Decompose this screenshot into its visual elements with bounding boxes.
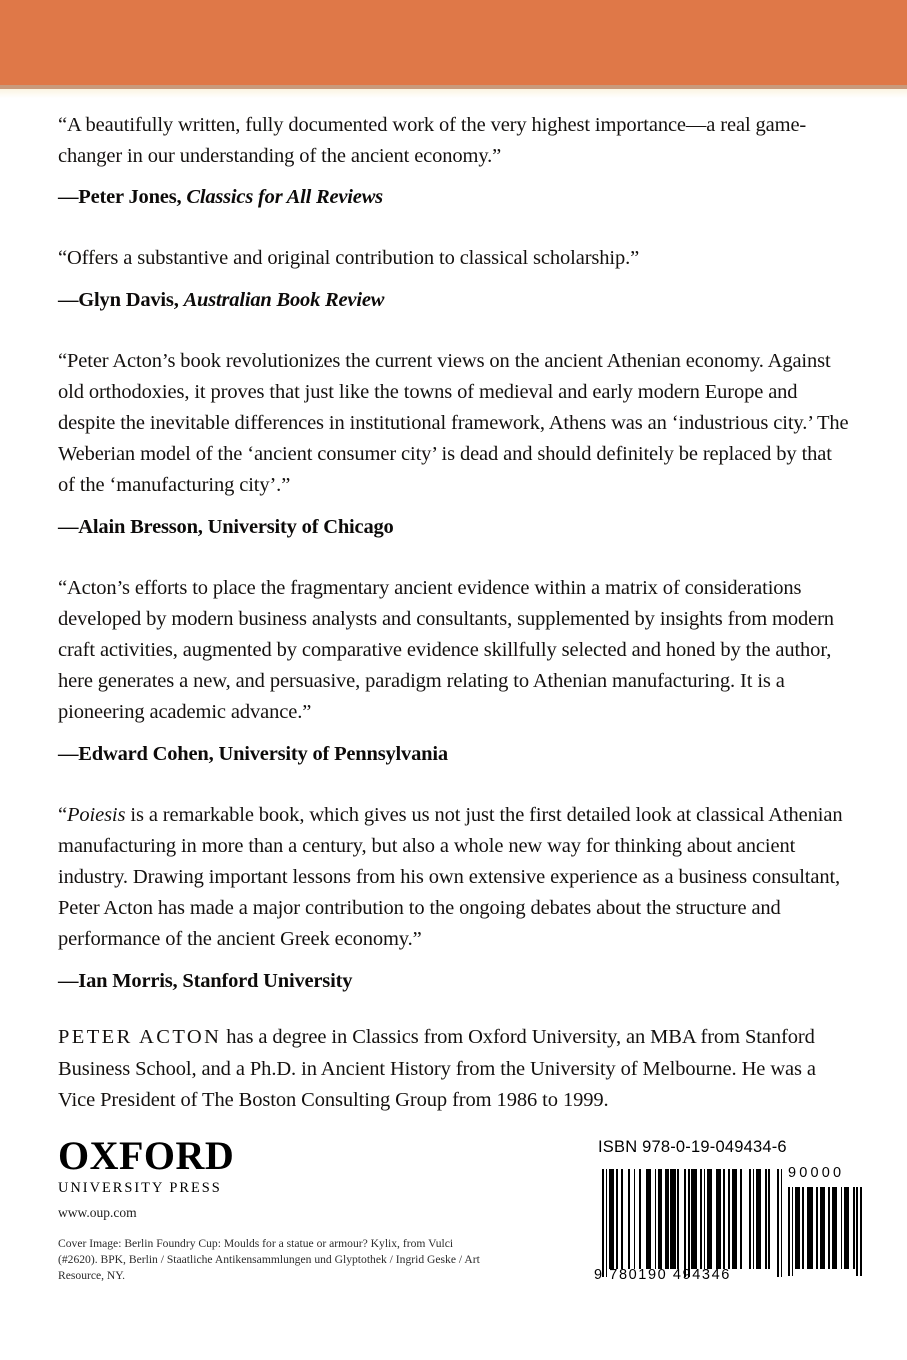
- spacer: [58, 551, 850, 573]
- quote-open-mark: “: [58, 803, 67, 826]
- isbn-barcode-block: [594, 1138, 860, 1291]
- top-orange-band: [0, 0, 907, 85]
- blurb-quote: [58, 800, 850, 956]
- blurb-quote: “A beautifully written, fully documented work of the very highest importance—a real game-changer in our understanding of the ancient economy.”: [58, 114, 807, 168]
- barcode-addon-digits: 90000: [788, 1165, 845, 1181]
- blurb-3: [58, 346, 850, 543]
- blurb-quote: “Offers a substantive and original contribution to classical scholarship.”: [58, 247, 640, 270]
- attribution-name: —Peter Jones,: [58, 186, 182, 209]
- barcode-bars: [602, 1169, 774, 1269]
- ean13-barcode: [602, 1169, 774, 1269]
- back-cover-blurbs: [58, 110, 850, 1005]
- blurb-4: [58, 573, 850, 770]
- oxford-logo: OXFORD: [58, 1133, 235, 1178]
- publisher-website[interactable]: www.oup.com: [58, 1205, 137, 1220]
- blurb-attribution: [58, 285, 850, 316]
- spacer: [58, 324, 850, 346]
- author-bio: [58, 1022, 853, 1117]
- isbn-label: ISBN 978-0-19-049434-6: [598, 1138, 787, 1156]
- blurb-attribution: [58, 182, 850, 213]
- author-bio-text: has a degree in Classics from Oxford University, an MBA from Stanford Business School, and a Ph.D. in Ancient History from the University of Melbourne. He was a Vice President of The Boston Consulting Group from 1986 to 1999.: [58, 1026, 816, 1111]
- blurb-quote: “Acton’s efforts to place the fragmentary ancient evidence within a matrix of considerations developed by modern business analysts and consultants, supplemented by insights from modern craft activities, augmented by comparative evidence skillfully selected and honed by the author, here generates a new, and persuasive, paradigm relating to Athenian manufacturing. It is a pioneering academic advance.”: [58, 576, 834, 724]
- blurb-attribution: —Ian Morris, Stanford University: [58, 969, 353, 992]
- oxford-logo-subtitle: UNIVERSITY PRESS: [58, 1180, 222, 1196]
- book-title-italic: Poiesis: [66, 803, 126, 826]
- blurb-5: [58, 800, 850, 997]
- attribution-publication: Classics for All Reviews: [186, 186, 383, 209]
- attribution-name: —Glyn Davis,: [58, 288, 179, 311]
- blurb-1: [58, 110, 850, 213]
- blurb-attribution: —Edward Cohen, University of Pennsylvania: [58, 742, 448, 765]
- blurb-quote: “Peter Acton’s book revolutionizes the current views on the ancient Athenian economy. Against old orthodoxies, it proves that just like the towns of medieval and early modern Europe and despite the inevitable differences in institutional framework, Athens was an ‘industrious city.’ The Weberian model of the ‘ancient consumer city’ is dead and should definitely be replaced by that of the ‘manufacturing city’.”: [58, 349, 849, 497]
- author-name: PETER ACTON: [58, 1026, 222, 1048]
- spacer: [58, 778, 850, 800]
- quote-body: is a remarkable book, which gives us not just the first detailed look at classical Athenian manufacturing in more than a century, but also a whole new way for thinking about ancient industry. Drawing important lessons from his own extensive experience as a business consultant, Peter Acton has made a major contribution to the ongoing debates about the structure and performance of the ancient Greek economy.”: [58, 803, 843, 951]
- attribution-publication: Australian Book Review: [183, 288, 385, 311]
- barcode-addon: [788, 1187, 862, 1269]
- barcode-area: [594, 1161, 860, 1291]
- blurb-attribution: —Alain Bresson, University of Chicago: [58, 515, 394, 538]
- barcode-digits: 9 780190 494346: [594, 1267, 731, 1283]
- blurb-2: [58, 243, 850, 315]
- spacer: [58, 221, 850, 243]
- band-cream-fade: [0, 89, 907, 98]
- cover-image-credit: Cover Image: Berlin Foundry Cup: Moulds for a statue or armour? Kylix, from Vulci (#2620). BPK, Berlin / Staatliche Antikensammlungen und Glyptothek / Ingrid Geske / Art Resource, NY.: [58, 1237, 480, 1282]
- publisher-logo-block: [58, 1133, 235, 1197]
